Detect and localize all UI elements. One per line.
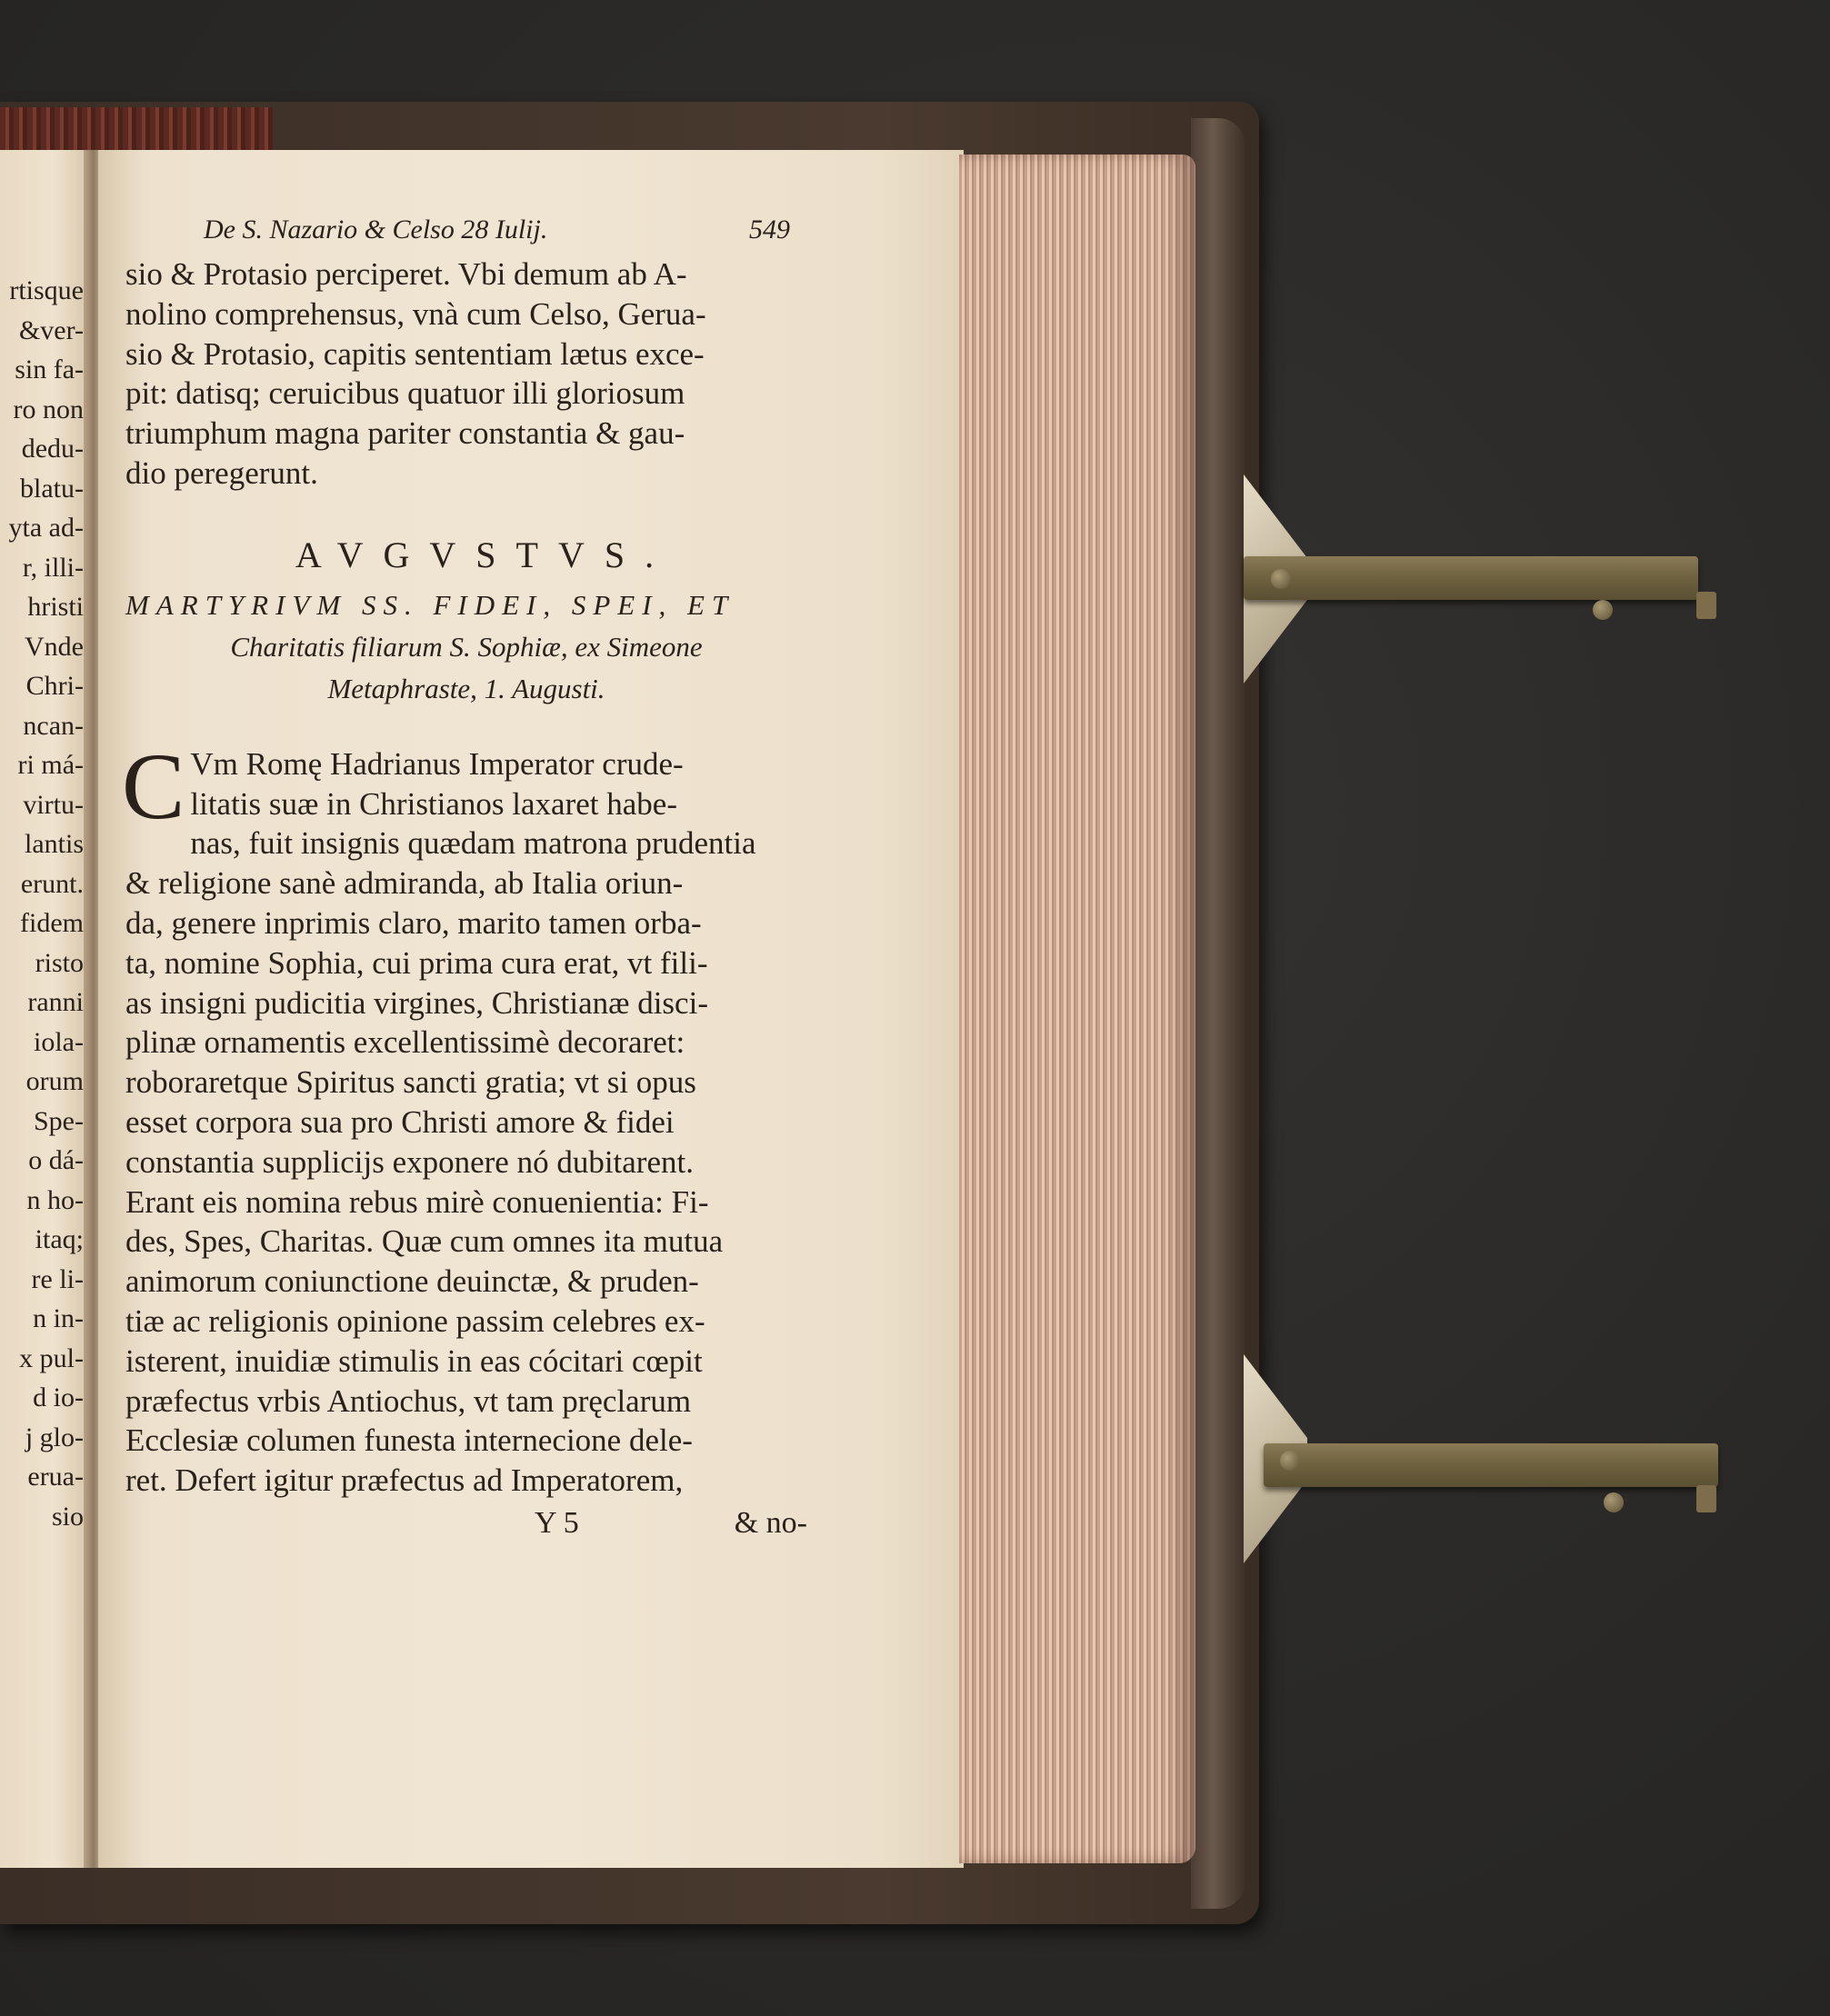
left-page-line-fragment: blatu- <box>20 473 84 504</box>
left-page-line-fragment: fidem <box>20 908 84 938</box>
page-number: 549 <box>749 215 790 245</box>
left-page-line-fragment: risto <box>35 947 84 978</box>
left-page-line-fragment: iola- <box>34 1026 84 1057</box>
text-line: triumphum magna pariter constantia & gau- <box>125 415 685 452</box>
section-subtitle <box>125 584 807 710</box>
text-line: præfectus vrbis Antiochus, vt tam pręclarum <box>125 1382 692 1419</box>
text-line: sio & Protasio, capitis sententiam lætus exce- <box>125 335 705 372</box>
text-line: esset corpora sua pro Christi amore & fidei <box>125 1103 675 1140</box>
main-paragraph <box>122 734 807 1501</box>
left-page-line-fragment: sin fa- <box>15 354 84 384</box>
page-text-block <box>122 215 807 1541</box>
lower-clasp-rivet-left <box>1280 1451 1300 1471</box>
left-page-line-fragment: re li- <box>31 1263 84 1294</box>
text-line: ret. Defert igitur præfectus ad Imperatorem, <box>125 1462 684 1499</box>
left-page-line-fragment: &ver- <box>18 314 84 345</box>
text-line: nolino comprehensus, vnà cum Celso, Gerua- <box>125 295 706 332</box>
left-page-line-fragment: virtu- <box>23 789 84 820</box>
text-line: da, genere inprimis claro, marito tamen orba- <box>125 904 702 941</box>
lower-clasp-hook <box>1696 1485 1716 1512</box>
lower-clasp-rivet-right <box>1604 1492 1624 1512</box>
left-page-line-fragment: ri má- <box>17 750 84 780</box>
text-line: litatis suæ in Christianos laxaret habe- <box>190 785 677 822</box>
text-line: dio peregerunt. <box>125 454 318 491</box>
upper-clasp-hook <box>1696 592 1716 619</box>
left-page-line-fragment: orum <box>25 1066 84 1096</box>
left-page-line-fragment: erunt. <box>20 868 84 899</box>
left-page-line-fragment: yta ad- <box>8 513 84 543</box>
text-line: roboraretque Spiritus sancti gratia; vt si opus <box>125 1064 696 1101</box>
main-lines <box>125 744 807 1501</box>
book-cover-edge <box>1191 118 1245 1909</box>
text-line: tiæ ac religionis opinione passim celebres ex- <box>125 1302 705 1339</box>
upper-clasp-strap[interactable] <box>1244 556 1698 600</box>
upper-clasp-rivet-left <box>1271 569 1291 589</box>
subtitle-line-3: Metaphraste, 1. Augusti. <box>327 672 605 704</box>
signature-mark: Y 5 <box>535 1505 579 1540</box>
lower-clasp-strap[interactable] <box>1264 1443 1718 1487</box>
left-page-line-fragment: x pul- <box>19 1342 84 1373</box>
catchword: & no- <box>734 1505 807 1540</box>
page-footer <box>125 1506 807 1541</box>
text-line: ta, nomine Sophia, cui prima cura erat, vt fili- <box>125 944 708 981</box>
text-line: Erant eis nomina rebus mirè conuenientia: Fi- <box>125 1183 709 1220</box>
left-page-line-fragment: sio <box>51 1501 84 1532</box>
text-line: constantia supplicijs exponere nó dubitarent. <box>125 1143 694 1180</box>
text-line: nas, fuit insignis quædam matrona prudentia <box>190 825 756 862</box>
left-page-line-fragment: j glo- <box>25 1422 84 1452</box>
text-line: as insigni pudicitia virgines, Christianæ disci- <box>125 984 708 1021</box>
left-page-line-fragment: r, illi- <box>22 552 84 583</box>
left-page-line-fragment: itaq; <box>35 1224 84 1254</box>
left-page-line-fragment: Spe- <box>34 1105 84 1136</box>
left-page-line-fragment: Chri- <box>25 671 84 701</box>
left-page-line-fragment: lantis <box>25 829 84 859</box>
text-line: Vm Romę Hadrianus Imperator crude- <box>190 745 684 782</box>
text-line: pit: datisq; ceruicibus quatuor illi gloriosum <box>125 375 685 412</box>
drop-cap: C <box>122 734 185 839</box>
text-line: & religione sanè admiranda, ab Italia oriun- <box>125 865 684 902</box>
left-page-line-fragment: n ho- <box>26 1184 84 1215</box>
text-line: isterent, inuidiæ stimulis in eas cócitari cœpit <box>125 1342 703 1379</box>
left-page-line-fragment: rtisque <box>9 275 84 305</box>
left-page-text <box>0 271 84 1536</box>
left-page-line-fragment: erua- <box>27 1462 84 1492</box>
left-page-line-fragment: d io- <box>33 1382 84 1412</box>
left-page-line-fragment: ro non <box>13 394 84 424</box>
text-line: des, Spes, Charitas. Quæ cum omnes ita mutua <box>125 1223 724 1260</box>
subtitle-line-2: Charitatis filiarum S. Sophiæ, ex Simeone <box>230 630 703 663</box>
left-page-line-fragment: o dá- <box>28 1145 84 1175</box>
text-line: sio & Protasio perciperet. Vbi demum ab A- <box>125 256 687 292</box>
left-page-line-fragment: dedu- <box>21 434 84 464</box>
left-page-line-fragment: hristi <box>27 592 84 622</box>
running-head-title: De S. Nazario & Celso 28 Iulij. <box>204 215 548 245</box>
opening-paragraph <box>125 254 807 494</box>
text-line: plinæ ornamentis excellentissimè decoraret: <box>125 1024 685 1061</box>
running-head <box>204 215 790 254</box>
subtitle-line-1: MARTYRIVM SS. FIDEI, SPEI, ET <box>125 588 735 621</box>
left-page-line-fragment: ncan- <box>23 710 84 741</box>
left-page-line-fragment: ranni <box>27 987 84 1017</box>
text-line: animorum coniunctione deuinctæ, & pruden- <box>125 1263 699 1300</box>
page-edges <box>959 155 1195 1863</box>
text-line: Ecclesiæ columen funesta internecione dele- <box>125 1422 693 1459</box>
left-page-line-fragment: n in- <box>33 1303 84 1333</box>
left-page-line-fragment: Vnde <box>25 631 84 662</box>
section-title: AVGVSTVS. <box>295 534 675 575</box>
upper-clasp-rivet-right <box>1593 600 1613 620</box>
